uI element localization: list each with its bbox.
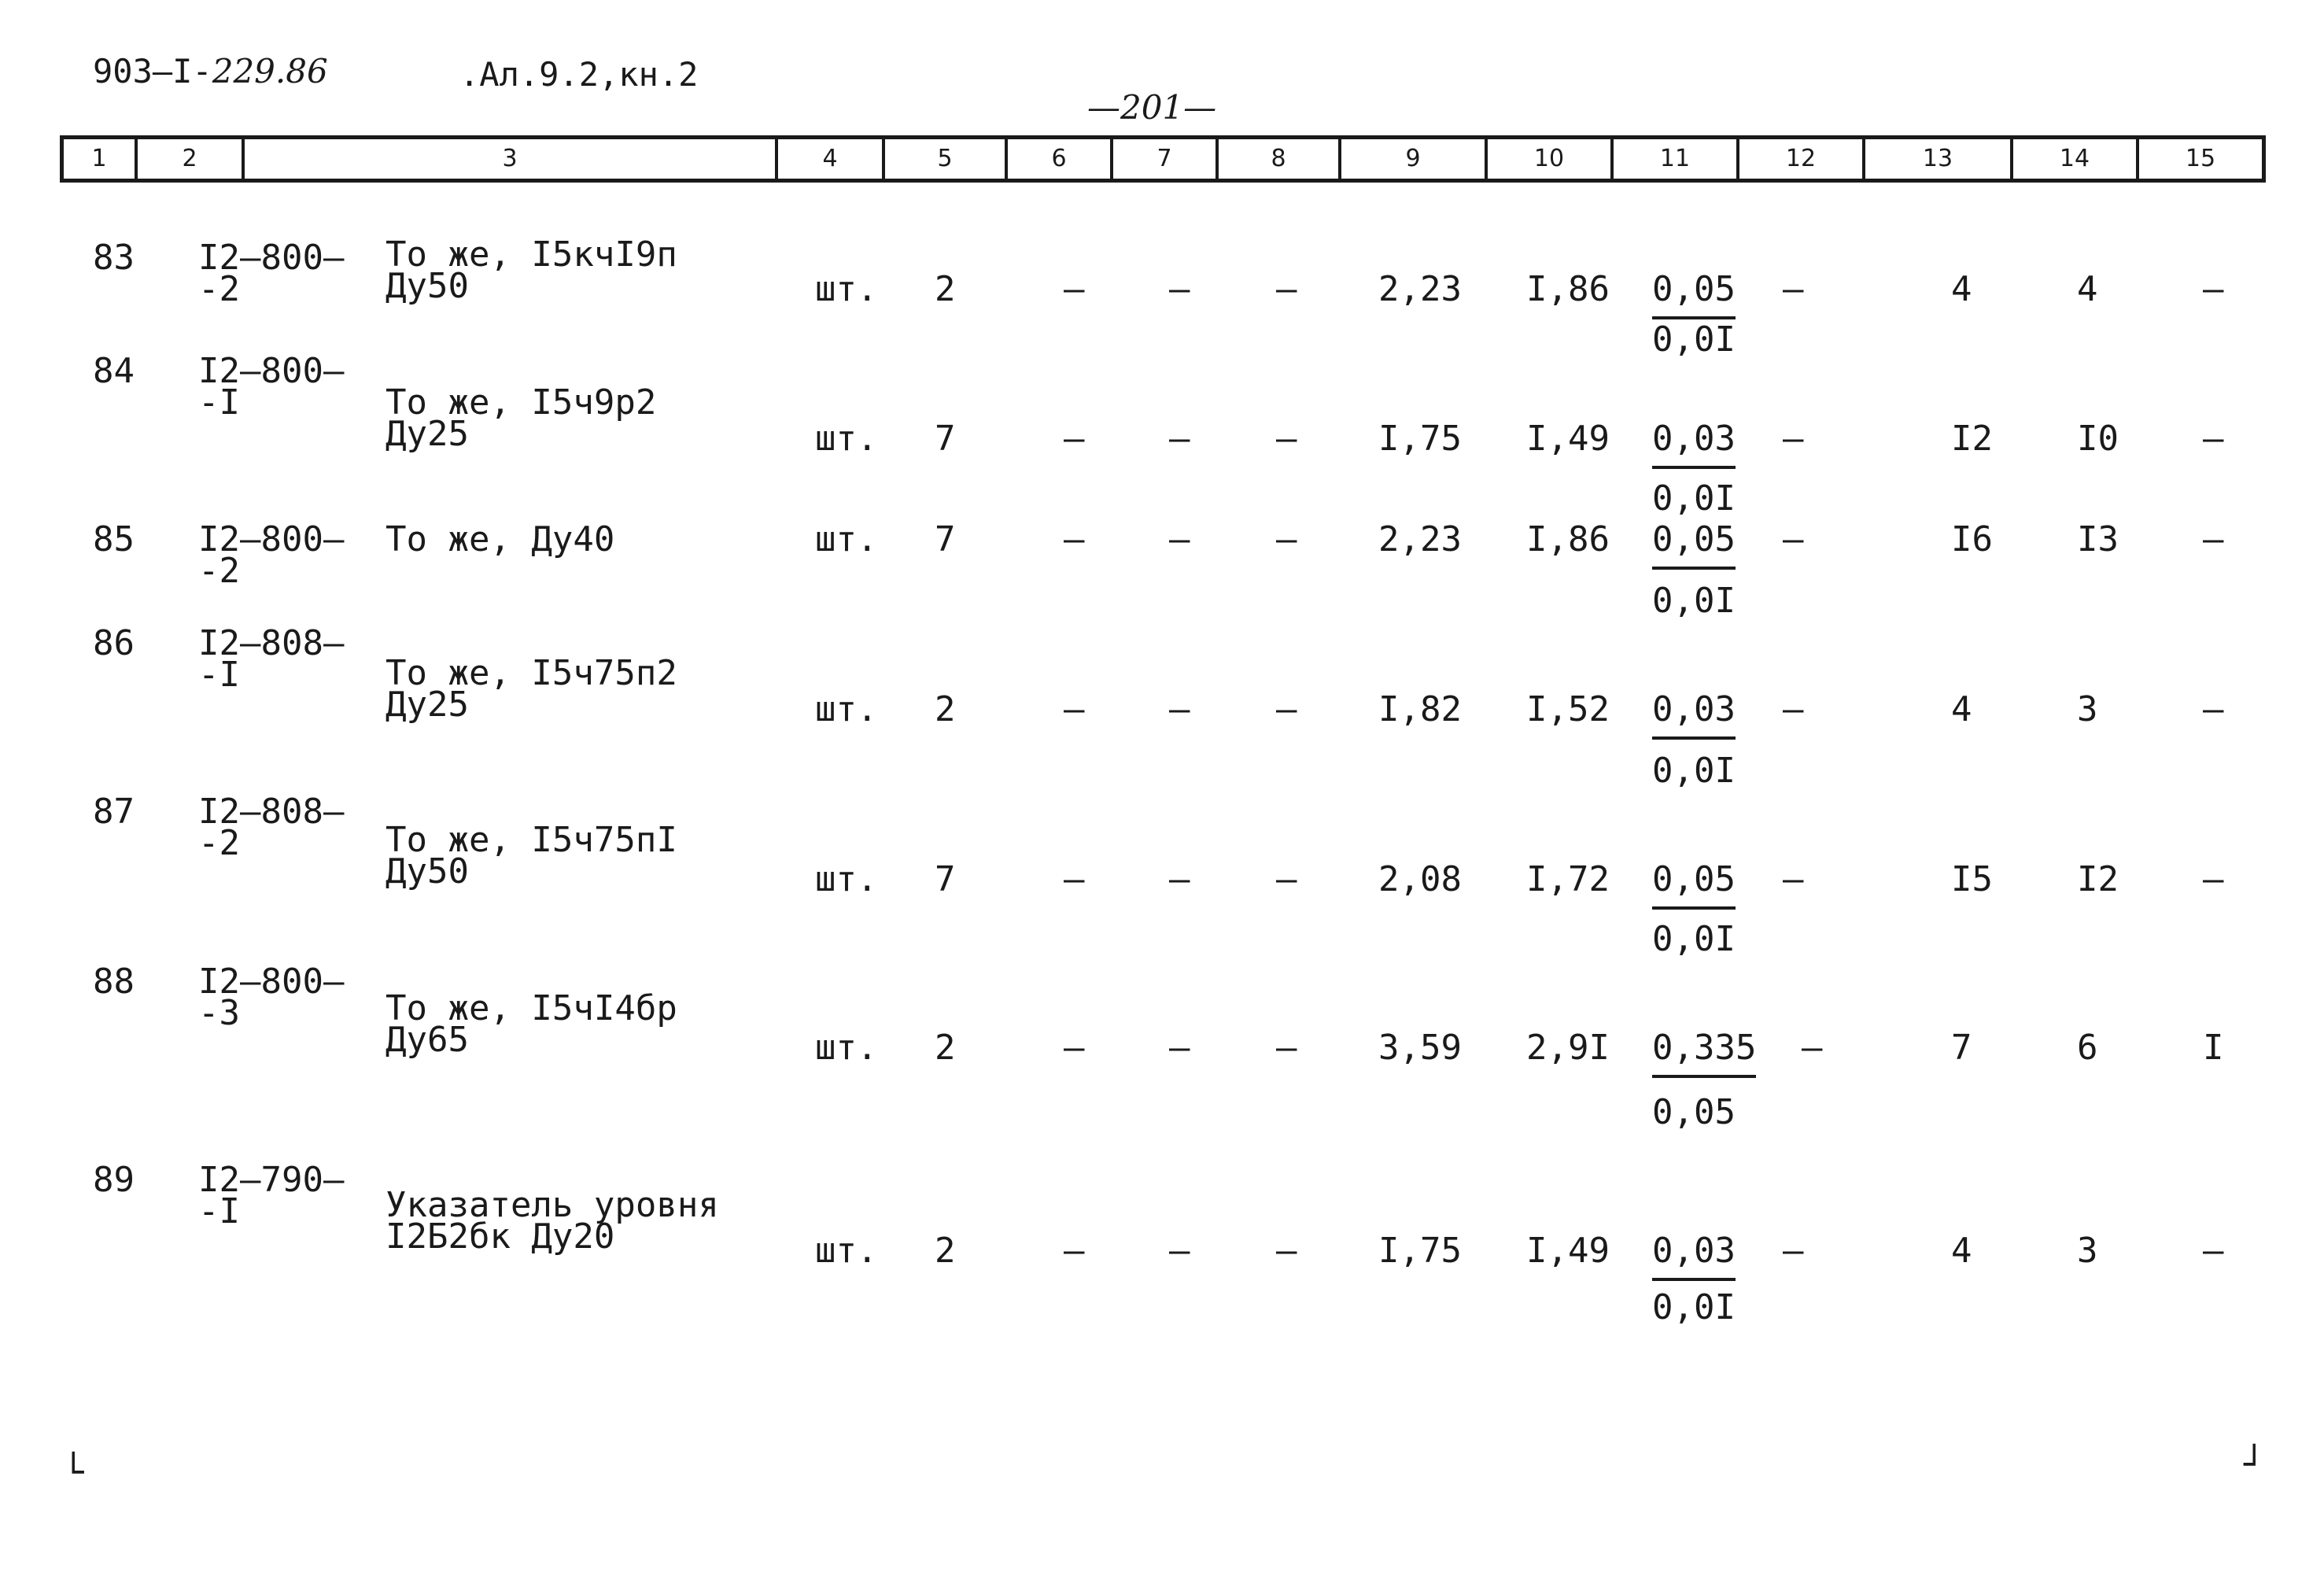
col-7-value: – xyxy=(1169,1028,1190,1068)
col-6-value: – xyxy=(1064,419,1085,459)
col-15-value: – xyxy=(2203,1231,2224,1271)
col-9-value: 2,08 xyxy=(1378,859,1462,899)
column-number-14: 14 xyxy=(2010,139,2136,179)
col-12-value: – xyxy=(1783,859,1804,899)
col-9-value: I,82 xyxy=(1378,689,1462,729)
unit: шт. xyxy=(815,1028,878,1068)
col-7-value: – xyxy=(1169,1231,1190,1271)
col-12-value: – xyxy=(1783,419,1804,459)
column-number-12: 12 xyxy=(1736,139,1862,179)
item-name-line-1: То же, I5ч9р2 xyxy=(385,382,657,423)
col-7-value: – xyxy=(1169,269,1190,309)
column-number-2: 2 xyxy=(135,139,242,179)
col-10-value: I,86 xyxy=(1526,269,1610,309)
item-name-line-1: То же, I5ч75п2 xyxy=(385,653,677,693)
price-code-line-1: I2–808– xyxy=(198,792,345,832)
document-code xyxy=(93,52,328,90)
quantity: 7 xyxy=(935,519,956,559)
column-number-5: 5 xyxy=(882,139,1005,179)
price-code-line-1: I2–800– xyxy=(198,962,345,1002)
column-number-10: 10 xyxy=(1485,139,1610,179)
price-code-line-1: I2–800– xyxy=(198,238,345,278)
col-13-value: I2 xyxy=(1951,419,1993,459)
item-name-line-1: То же, I5чI4бр xyxy=(385,988,677,1028)
corner-mark-right: ┘ xyxy=(2244,1445,2265,1485)
col-6-value: – xyxy=(1064,1231,1085,1271)
price-code-line-2: -I xyxy=(198,1191,240,1231)
item-name-line-2: Ду50 xyxy=(385,266,469,306)
col-15-value: – xyxy=(2203,519,2224,559)
col-11-numerator: 0,03 xyxy=(1652,422,1736,469)
col-9-value: 3,59 xyxy=(1378,1028,1462,1068)
col-6-value: – xyxy=(1064,269,1085,309)
col-8-value: – xyxy=(1276,1231,1297,1271)
col-12-value: – xyxy=(1783,1231,1804,1271)
col-11-denominator: 0,0I xyxy=(1652,478,1736,519)
col-8-value: – xyxy=(1276,419,1297,459)
col-14-value: I3 xyxy=(2077,519,2119,559)
col-8-value: – xyxy=(1276,1028,1297,1068)
col-12-value: – xyxy=(1783,689,1804,729)
row-number: 88 xyxy=(93,962,135,1002)
column-number-header xyxy=(60,135,2266,183)
item-name-line-1: То же, Ду40 xyxy=(385,519,615,559)
row-number: 85 xyxy=(93,519,135,559)
quantity: 7 xyxy=(935,859,956,899)
col-14-value: 3 xyxy=(2077,689,2098,729)
col-15-value: – xyxy=(2203,859,2224,899)
col-6-value: – xyxy=(1064,689,1085,729)
price-code-line-1: I2–800– xyxy=(198,351,345,391)
column-number-15: 15 xyxy=(2136,139,2262,179)
col-6-value: – xyxy=(1064,1028,1085,1068)
col-10-value: I,52 xyxy=(1526,689,1610,729)
price-code-line-2: -I xyxy=(198,655,240,695)
col-11-denominator: 0,0I xyxy=(1652,581,1736,621)
col-13-value: 4 xyxy=(1951,1231,1972,1271)
unit: шт. xyxy=(815,269,878,309)
unit: шт. xyxy=(815,1231,878,1271)
col-12-value: – xyxy=(1783,519,1804,559)
price-code-line-1: I2–790– xyxy=(198,1160,345,1200)
document-reference: .Ал.9.2,кн.2 xyxy=(459,55,699,94)
col-9-value: 2,23 xyxy=(1378,519,1462,559)
col-7-value: – xyxy=(1169,859,1190,899)
price-code-line-2: -2 xyxy=(198,269,240,309)
col-15-value: – xyxy=(2203,419,2224,459)
unit: шт. xyxy=(815,519,878,559)
col-6-value: – xyxy=(1064,519,1085,559)
price-code-line-2: -3 xyxy=(198,993,240,1033)
col-11-numerator: 0,335 xyxy=(1652,1031,1756,1078)
column-number-13: 13 xyxy=(1862,139,2010,179)
col-9-value: I,75 xyxy=(1378,419,1462,459)
col-14-value: I0 xyxy=(2077,419,2119,459)
col-15-value: – xyxy=(2203,269,2224,309)
col-10-value: I,72 xyxy=(1526,859,1610,899)
col-10-value: 2,9I xyxy=(1526,1028,1610,1068)
row-number: 83 xyxy=(93,238,135,278)
item-name-line-1: То же, I5кчI9п xyxy=(385,234,677,275)
col-12-value: – xyxy=(1783,269,1804,309)
col-11-numerator: 0,05 xyxy=(1652,862,1736,910)
unit: шт. xyxy=(815,859,878,899)
col-8-value: – xyxy=(1276,519,1297,559)
item-name-line-1: Указатель уровня xyxy=(385,1185,719,1225)
col-13-value: 7 xyxy=(1951,1028,1972,1068)
item-name-line-1: То же, I5ч75пI xyxy=(385,820,677,860)
col-14-value: 3 xyxy=(2077,1231,2098,1271)
col-13-value: I6 xyxy=(1951,519,1993,559)
col-15-value: I xyxy=(2203,1028,2224,1068)
col-11-numerator: 0,05 xyxy=(1652,272,1736,319)
price-code-line-1: I2–808– xyxy=(198,623,345,663)
page-number: —201— xyxy=(1087,88,1217,127)
col-9-value: 2,23 xyxy=(1378,269,1462,309)
row-number: 84 xyxy=(93,351,135,391)
col-7-value: – xyxy=(1169,519,1190,559)
item-name-line-2: Ду25 xyxy=(385,685,469,725)
column-number-4: 4 xyxy=(775,139,882,179)
unit: шт. xyxy=(815,689,878,729)
col-10-value: I,49 xyxy=(1526,419,1610,459)
col-14-value: 4 xyxy=(2077,269,2098,309)
col-11-denominator: 0,0I xyxy=(1652,1287,1736,1327)
col-10-value: I,86 xyxy=(1526,519,1610,559)
quantity: 7 xyxy=(935,419,956,459)
col-11-denominator: 0,0I xyxy=(1652,919,1736,959)
col-11-denominator: 0,0I xyxy=(1652,319,1736,360)
item-name-line-2: Ду65 xyxy=(385,1020,469,1060)
col-8-value: – xyxy=(1276,689,1297,729)
col-13-value: 4 xyxy=(1951,269,1972,309)
row-number: 86 xyxy=(93,623,135,663)
row-number: 87 xyxy=(93,792,135,832)
col-11-numerator: 0,05 xyxy=(1652,522,1736,570)
col-14-value: I2 xyxy=(2077,859,2119,899)
col-7-value: – xyxy=(1169,419,1190,459)
unit: шт. xyxy=(815,419,878,459)
quantity: 2 xyxy=(935,269,956,309)
column-number-9: 9 xyxy=(1338,139,1485,179)
column-number-1: 1 xyxy=(91,145,107,172)
col-14-value: 6 xyxy=(2077,1028,2098,1068)
corner-mark-left: └ xyxy=(63,1453,84,1493)
price-code-line-2: -I xyxy=(198,382,240,423)
price-code-line-2: -2 xyxy=(198,823,240,863)
column-number-3: 3 xyxy=(242,139,775,179)
col-11-numerator: 0,03 xyxy=(1652,692,1736,740)
item-name-line-2: Ду50 xyxy=(385,851,469,892)
column-number-7: 7 xyxy=(1110,139,1215,179)
price-code-line-2: -2 xyxy=(198,551,240,591)
quantity: 2 xyxy=(935,1231,956,1271)
col-9-value: I,75 xyxy=(1378,1231,1462,1271)
row-number: 89 xyxy=(93,1160,135,1200)
col-11-denominator: 0,05 xyxy=(1652,1092,1736,1132)
quantity: 2 xyxy=(935,1028,956,1068)
item-name-line-2: Ду25 xyxy=(385,414,469,454)
col-10-value: I,49 xyxy=(1526,1231,1610,1271)
col-12-value: – xyxy=(1802,1028,1823,1068)
document-code-handwritten: 229.86 xyxy=(212,52,328,90)
col-11-denominator: 0,0I xyxy=(1652,751,1736,791)
quantity: 2 xyxy=(935,689,956,729)
item-name-line-2: I2Б2бк Ду20 xyxy=(385,1216,615,1257)
col-13-value: I5 xyxy=(1951,859,1993,899)
col-8-value: – xyxy=(1276,859,1297,899)
col-6-value: – xyxy=(1064,859,1085,899)
col-7-value: – xyxy=(1169,689,1190,729)
column-number-6: 6 xyxy=(1005,139,1110,179)
col-11-numerator: 0,03 xyxy=(1652,1234,1736,1281)
document-code-prefix: 903–I- xyxy=(93,52,212,90)
price-code-line-1: I2–800– xyxy=(198,519,345,559)
col-15-value: – xyxy=(2203,689,2224,729)
column-number-11: 11 xyxy=(1610,139,1736,179)
col-8-value: – xyxy=(1276,269,1297,309)
col-13-value: 4 xyxy=(1951,689,1972,729)
column-number-8: 8 xyxy=(1215,139,1338,179)
